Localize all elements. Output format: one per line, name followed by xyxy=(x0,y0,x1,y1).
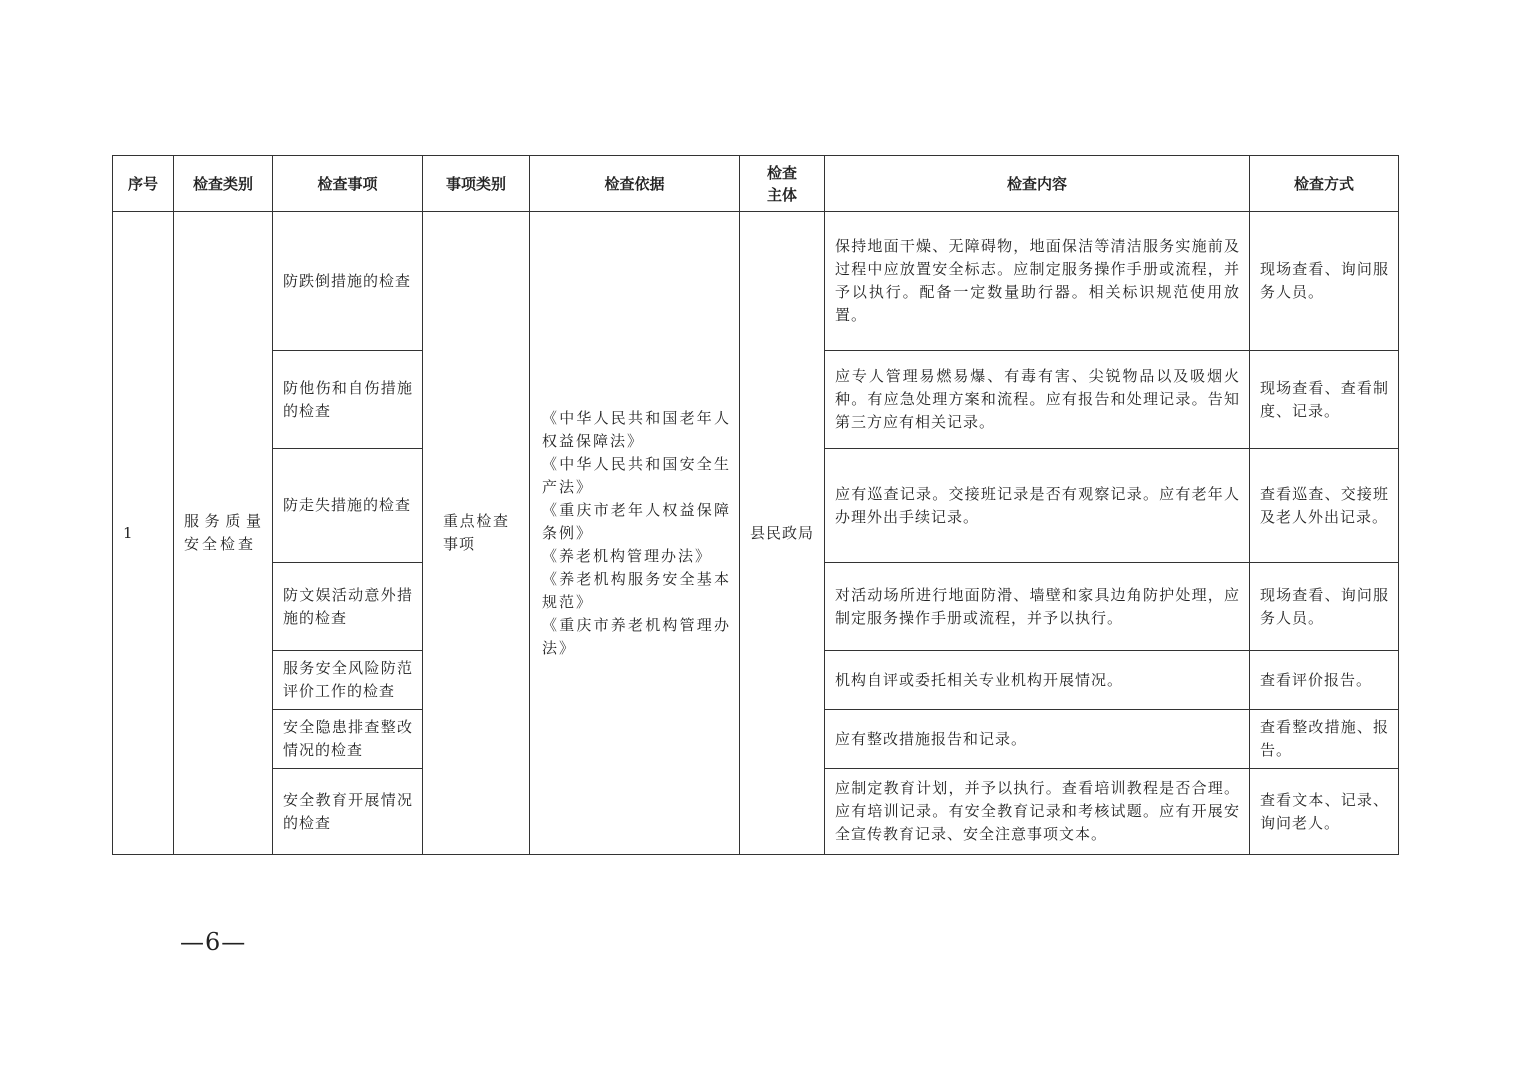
table-row xyxy=(113,212,1399,351)
matter-cell: 防走失措施的检查 xyxy=(273,449,423,563)
matter-cell: 防他伤和自伤措施的检查 xyxy=(273,351,423,449)
header-category: 检查类别 xyxy=(174,156,273,212)
header-content: 检查内容 xyxy=(825,156,1250,212)
matter-cell: 安全隐患排查整改情况的检查 xyxy=(273,710,423,769)
header-method: 检查方式 xyxy=(1250,156,1399,212)
content-cell: 对活动场所进行地面防滑、墙壁和家具边角防护处理，应制定服务操作手册或流程，并予以执行。 xyxy=(825,563,1250,651)
method-cell: 查看整改措施、报告。 xyxy=(1250,710,1399,769)
matter-cell: 服务安全风险防范评价工作的检查 xyxy=(273,651,423,710)
header-item-type: 事项类别 xyxy=(423,156,530,212)
method-cell: 现场查看、询问服务人员。 xyxy=(1250,563,1399,651)
content-cell: 保持地面干燥、无障碍物，地面保洁等清洁服务实施前及过程中应放置安全标志。应制定服务操作手册或流程，并予以执行。配备一定数量助行器。相关标识规范使用放置。 xyxy=(825,212,1250,351)
content-cell: 应专人管理易燃易爆、有毒有害、尖锐物品以及吸烟火种。有应急处理方案和流程。应有报告和处理记录。告知第三方应有相关记录。 xyxy=(825,351,1250,449)
matter-cell: 防跌倒措施的检查 xyxy=(273,212,423,351)
seq-cell: 1 xyxy=(113,212,174,855)
method-cell: 现场查看、询问服务人员。 xyxy=(1250,212,1399,351)
item-type-cell: 重点检查事项 xyxy=(423,212,530,855)
basis-cell: 《中华人民共和国老年人权益保障法》 《中华人民共和国安全生产法》 《重庆市老年人权益保障条例》 《养老机构管理办法》 《养老机构服务安全基本规范》 《重庆市养老机构管理办法》 xyxy=(530,212,740,855)
page-number: —6— xyxy=(180,928,247,956)
header-seq: 序号 xyxy=(113,156,174,212)
inspection-table xyxy=(112,155,1399,855)
header-subject: 检查 主体 xyxy=(740,156,825,212)
header-matter: 检查事项 xyxy=(273,156,423,212)
method-cell: 查看巡查、交接班及老人外出记录。 xyxy=(1250,449,1399,563)
header-basis: 检查依据 xyxy=(530,156,740,212)
category-cell: 服务质量安全检查 xyxy=(174,212,273,855)
table-header-row xyxy=(113,156,1399,212)
content-cell: 机构自评或委托相关专业机构开展情况。 xyxy=(825,651,1250,710)
content-cell: 应有整改措施报告和记录。 xyxy=(825,710,1250,769)
subject-cell: 县民政局 xyxy=(740,212,825,855)
matter-cell: 安全教育开展情况的检查 xyxy=(273,769,423,855)
content-cell: 应制定教育计划，并予以执行。查看培训教程是否合理。应有培训记录。有安全教育记录和考核试题。应有开展安全宣传教育记录、安全注意事项文本。 xyxy=(825,769,1250,855)
content-cell: 应有巡查记录。交接班记录是否有观察记录。应有老年人办理外出手续记录。 xyxy=(825,449,1250,563)
method-cell: 查看评价报告。 xyxy=(1250,651,1399,710)
matter-cell: 防文娱活动意外措施的检查 xyxy=(273,563,423,651)
method-cell: 现场查看、查看制度、记录。 xyxy=(1250,351,1399,449)
method-cell: 查看文本、记录、询问老人。 xyxy=(1250,769,1399,855)
